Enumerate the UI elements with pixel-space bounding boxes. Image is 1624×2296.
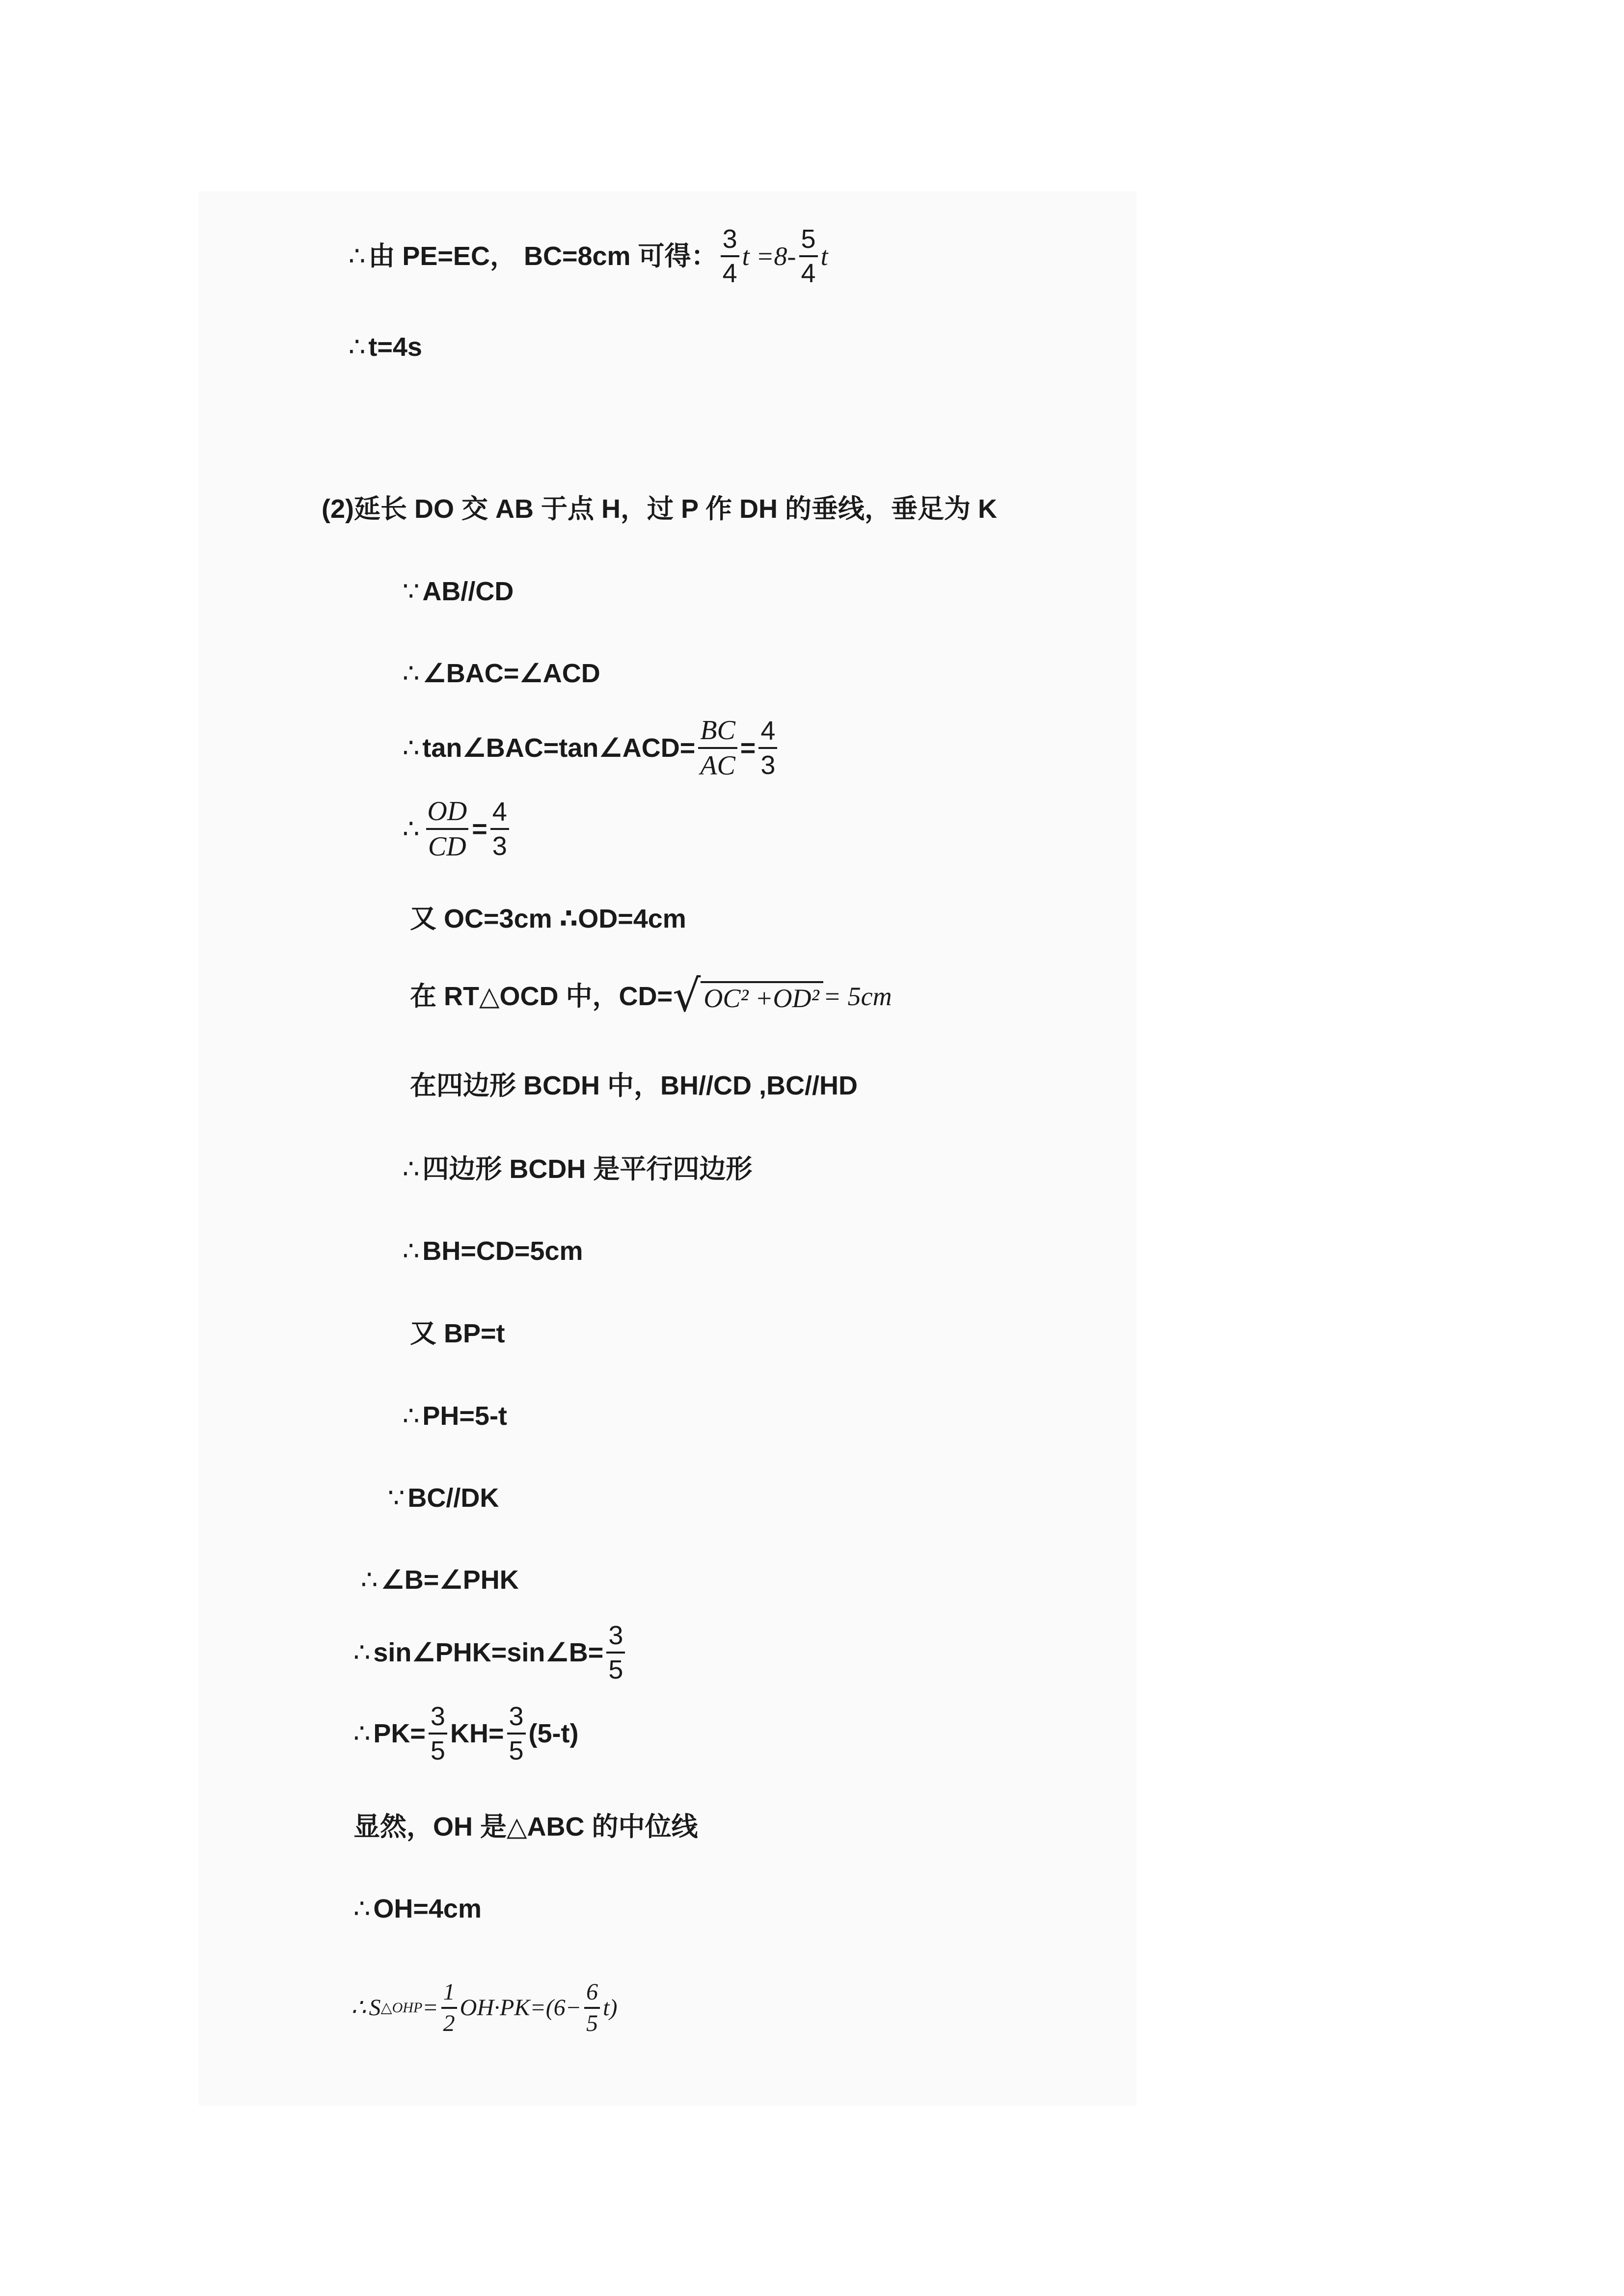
numerator: 4: [492, 797, 507, 827]
denominator: 5: [507, 1733, 526, 1764]
solution-line-16: [361, 1567, 519, 1593]
line-text: ∠BAC=∠ACD: [422, 659, 600, 688]
numerator: 3: [509, 1702, 524, 1731]
line-text: AB//CD: [422, 577, 514, 606]
numerator: 1: [443, 1979, 455, 2005]
line-text: ∠B=∠PHK: [380, 1565, 519, 1595]
denominator: CD: [426, 828, 468, 860]
line-text: 显然，OH 是△ABC 的中位线: [353, 1812, 698, 1842]
therefore-symbol: ∴: [403, 1401, 420, 1431]
fraction-od-over-cd: [425, 798, 469, 860]
solution-line-11: [403, 1156, 752, 1182]
because-symbol: ∵: [403, 577, 420, 606]
fraction-one-half: [441, 1980, 457, 2035]
area-subscript: △OHP: [380, 2000, 423, 2016]
solution-line-19: [353, 1814, 698, 1840]
line-text: tan∠BAC=tan∠ACD=: [422, 733, 696, 763]
therefore-symbol: ∴: [403, 659, 420, 688]
denominator: AC: [698, 747, 737, 779]
therefore-symbol: ∴: [353, 1719, 371, 1748]
expression-text: t =8-: [742, 241, 796, 271]
solution-line-13: [410, 1320, 505, 1347]
line-text: t=4s: [368, 332, 422, 362]
solution-line-8: [410, 906, 686, 932]
line-text: 四边形 BCDH 是平行四边形: [422, 1154, 753, 1184]
therefore-symbol: ∴: [403, 814, 420, 844]
expression-text: KH=: [450, 1719, 504, 1748]
square-root-expression: [673, 970, 823, 1022]
line-text: PH=5-t: [422, 1401, 507, 1431]
denominator: 4: [721, 255, 739, 287]
numerator: 3: [430, 1702, 445, 1731]
numerator: OD: [427, 796, 467, 827]
solution-line-17: [353, 1622, 628, 1683]
solution-line-7: [403, 798, 512, 860]
line-text: 在四边形 BCDH 中，BH//CD ,BC//HD: [410, 1071, 858, 1100]
denominator: 3: [758, 747, 777, 778]
equals-sign: =: [472, 814, 487, 844]
line-text: 在 RT△OCD 中，CD=: [410, 982, 673, 1011]
result-text: = 5cm: [823, 982, 892, 1011]
expression-text: (5-t): [528, 1719, 579, 1748]
therefore-symbol: ∴: [403, 1154, 420, 1184]
equals-sign: =: [740, 733, 756, 763]
radical-sign: √: [673, 970, 701, 1022]
solution-line-14: [403, 1403, 507, 1429]
fraction-five-quarters: [799, 226, 818, 287]
numerator: 5: [801, 224, 816, 254]
part-two-heading: [322, 496, 997, 522]
line-text: 又 OC=3cm ∴OD=4cm: [410, 904, 686, 934]
fraction-three-fifths: [429, 1703, 447, 1764]
denominator: 5: [429, 1733, 447, 1764]
fraction-bc-over-ac: [698, 717, 737, 779]
line-text: BC//DK: [407, 1483, 499, 1513]
numerator: 4: [760, 716, 776, 746]
solution-line-18: [353, 1703, 579, 1764]
solution-line-2: [349, 334, 422, 360]
line-text: (2)延长 DO 交 AB 于点 H，过 P 作 DH 的垂线，垂足为 K: [322, 494, 998, 524]
numerator: 3: [608, 1621, 623, 1650]
solution-line-5: [403, 660, 600, 687]
equals-sign: =: [422, 1995, 438, 2021]
therefore-symbol: ∴: [349, 241, 366, 271]
variable-t: t: [820, 241, 828, 271]
fraction-six-fifths: [584, 1980, 600, 2035]
fraction-three-quarters: [721, 226, 739, 287]
solution-line-12: [403, 1238, 583, 1264]
line-text: BH=CD=5cm: [422, 1236, 583, 1266]
area-symbol: S: [369, 1995, 381, 2021]
therefore-symbol: ∴: [353, 1894, 371, 1923]
line-text: 由 PE=EC， BC=8cm 可得：: [368, 241, 718, 271]
solution-line-15: [388, 1485, 499, 1511]
line-text: sin∠PHK=sin∠B=: [373, 1638, 604, 1667]
solution-line-10: [410, 1072, 858, 1099]
expression-text: t): [603, 1995, 618, 2021]
denominator: 4: [799, 255, 818, 287]
solution-line-21: [351, 1980, 617, 2035]
expression-text: OH·PK=(6−: [460, 1995, 582, 2021]
fraction-three-fifths: [507, 1703, 526, 1764]
denominator: 3: [490, 828, 509, 859]
solution-line-4: [403, 578, 514, 605]
numerator: 6: [586, 1979, 598, 2005]
therefore-symbol: ∴: [351, 1995, 366, 2021]
line-text: PK=: [373, 1719, 426, 1748]
therefore-symbol: ∴: [349, 332, 366, 362]
solution-line-1: [349, 226, 828, 287]
denominator: 5: [606, 1652, 625, 1683]
solution-line-20: [353, 1896, 482, 1922]
numerator: 3: [722, 224, 737, 254]
fraction-three-fifths: [606, 1622, 625, 1683]
therefore-symbol: ∴: [403, 733, 420, 763]
because-symbol: ∵: [388, 1483, 405, 1513]
fraction-four-thirds: [490, 799, 509, 859]
solution-line-9: [410, 970, 892, 1022]
therefore-symbol: ∴: [361, 1565, 378, 1595]
denominator: 5: [584, 2007, 600, 2035]
line-text: 又 BP=t: [410, 1319, 505, 1348]
fraction-four-thirds: [758, 718, 777, 778]
radicand: OC² +OD²: [701, 981, 823, 1012]
solution-line-6: [403, 717, 780, 779]
numerator: BC: [700, 715, 735, 746]
therefore-symbol: ∴: [403, 1236, 420, 1266]
therefore-symbol: ∴: [353, 1638, 371, 1667]
denominator: 2: [441, 2007, 457, 2035]
line-text: OH=4cm: [373, 1894, 482, 1923]
